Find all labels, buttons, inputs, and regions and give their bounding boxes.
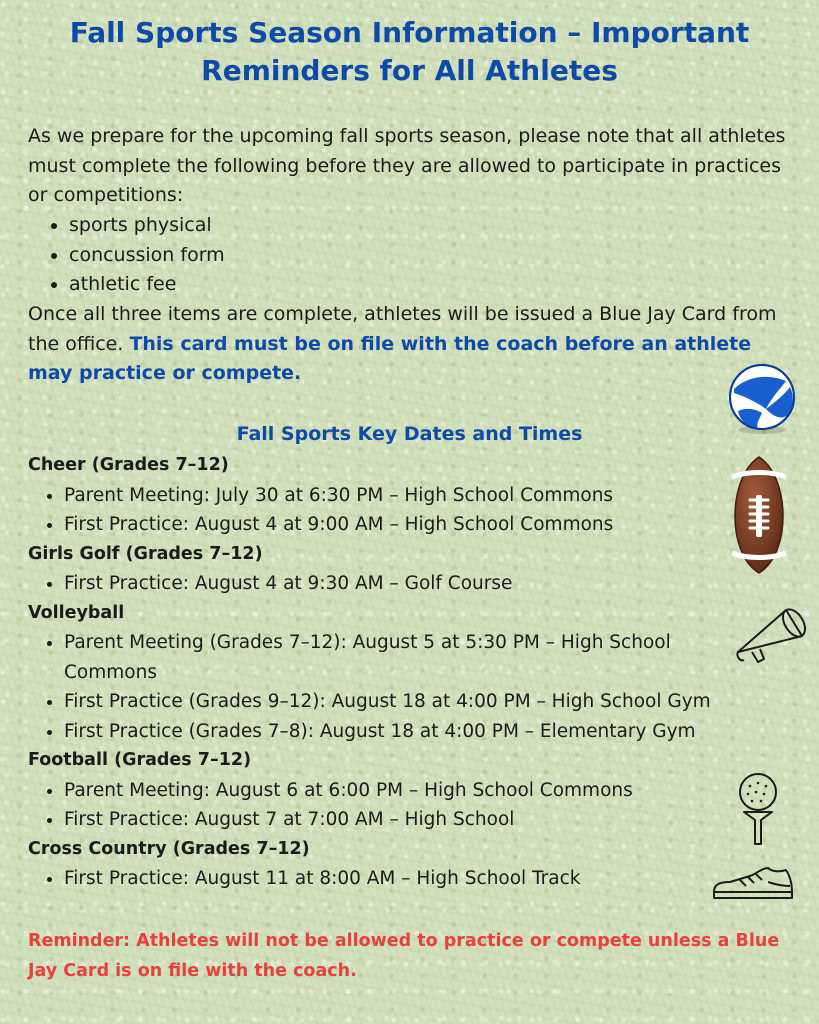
requirement-item: • athletic fee [69,270,225,300]
closing-text: Once all three items are complete, athletes will be issued a Blue Jay Card from the office. [28,303,777,355]
page-title: Fall Sports Season Information – Important Reminders for All Athletes [69,16,750,87]
volleyball-events [28,628,798,746]
football-events [28,776,798,835]
event-item: • Parent Meeting: July 30 at 6:30 PM – High School Commons [64,481,798,511]
event-item: • First Practice: August 4 at 9:30 AM – Golf Course [64,569,798,599]
requirement-item: • sports physical [69,211,225,241]
key-dates-heading: Fall Sports Key Dates and Times [236,423,583,445]
requirement-item: • concussion form [69,241,225,271]
event-item: • Parent Meeting (Grades 7–12): August 5 at 5:30 PM – High School Commons [64,628,718,687]
cheer-events [28,481,798,540]
event-item: • First Practice: August 7 at 7:00 AM – High School [64,805,798,835]
closing-emphasis: This card must be on file with the coach before an athlete may practice or compete. [28,332,752,384]
cross-country-events [28,864,798,894]
sport-heading-cheer: Cheer (Grades 7–12) [28,455,229,475]
event-item: • Parent Meeting: August 6 at 6:00 PM – High School Commons [64,776,798,806]
golf-events [28,569,798,599]
event-item: • First Practice: August 4 at 9:00 AM – High School Commons [64,510,798,540]
sport-heading-football: Football (Grades 7–12) [28,750,252,770]
reminder-note: Reminder: Athletes will not be allowed to practice or compete unless a Blue Jay Card is on file with the coach. [28,931,780,981]
sports-schedule [28,451,798,894]
sport-heading-cross-country: Cross Country (Grades 7–12) [28,838,310,859]
event-item: • First Practice: August 11 at 8:00 AM – High School Track [64,864,798,894]
requirements-list [28,211,225,300]
golf-ball-icon [734,772,782,848]
volleyball-icon [728,363,796,435]
sport-heading-girls-golf: Girls Golf (Grades 7–12) [28,543,263,564]
event-item: • First Practice (Grades 7–8): August 18 at 4:00 PM – Elementary Gym [64,717,798,747]
megaphone-icon [732,602,808,666]
sneaker-icon [710,862,796,904]
event-item: • First Practice (Grades 9–12): August 18 at 4:00 PM – High School Gym [64,687,798,717]
intro-paragraph: As we prepare for the upcoming fall sports season, please note that all athletes must complete the following before they are allowed to participate in practices or competitions: [28,125,786,206]
football-icon [722,455,796,575]
sport-heading-volleyball: Volleyball [28,602,125,623]
closing-paragraph [28,300,798,389]
